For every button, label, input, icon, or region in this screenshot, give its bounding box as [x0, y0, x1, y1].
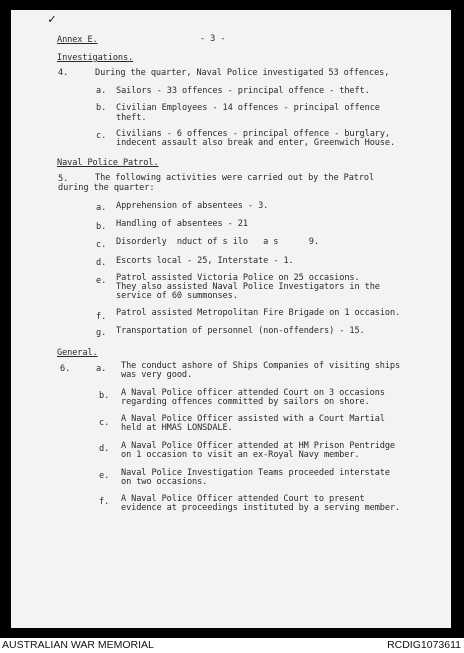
item-text: Apprehension of absentees - 3.: [116, 201, 269, 211]
item-letter: d.: [96, 258, 107, 268]
item-letter: e.: [99, 471, 110, 481]
item-text: service of 60 summonses.: [116, 291, 238, 301]
investigations-heading: Investigations.: [57, 53, 134, 63]
item-letter: c.: [96, 131, 107, 141]
item-text: Patrol assisted Metropolitan Fire Brigade on 1 occasion.: [116, 308, 401, 318]
item-text: Handling of absentees - 21: [116, 219, 248, 229]
item-letter: d.: [99, 444, 110, 454]
footer-source-label: AUSTRALIAN WAR MEMORIAL: [2, 639, 154, 651]
general-heading: General.: [57, 348, 98, 358]
item-letter: f.: [96, 312, 107, 322]
item-text: was very good.: [121, 370, 193, 380]
item-text: held at HMAS LONSDALE.: [121, 423, 233, 433]
item-text: The conduct ashore of Ships Companies of visiting ships: [121, 361, 401, 371]
item-text: Transportation of personnel (non-offenders) - 15.: [116, 326, 365, 336]
item-text: Naval Police Investigation Teams proceeded interstate: [121, 468, 390, 478]
item-text: A Naval Police officer attended Court on 3 occasions: [121, 388, 385, 398]
item-text: on 1 occasion to visit an ex-Royal Navy member.: [121, 450, 360, 460]
page-number: - 3 -: [200, 34, 226, 44]
item-text: A Naval Police Officer assisted with a Court Martial: [121, 414, 385, 424]
item-letter: e.: [96, 276, 107, 286]
item-letter: f.: [99, 497, 110, 507]
item-text: A Naval Police Officer attended Court to present: [121, 494, 365, 504]
item-text: They also assisted Naval Police Investigators in the: [116, 282, 380, 292]
item-text: theft.: [116, 113, 147, 123]
para-4-number: 4.: [58, 68, 69, 78]
item-letter: b.: [96, 103, 107, 113]
item-text: Sailors - 33 offences - principal offence - theft.: [116, 86, 370, 96]
item-letter: a.: [96, 86, 107, 96]
item-text: regarding offences committed by sailors on shore.: [121, 397, 370, 407]
item-letter: a.: [96, 203, 107, 213]
para-5-number: 5.: [58, 174, 69, 184]
archive-footer: [0, 638, 464, 653]
item-letter: b.: [96, 222, 107, 232]
item-letter: c.: [96, 240, 107, 250]
item-text: Civilian Employees - 14 offences - principal offence: [116, 103, 380, 113]
item-letter: b.: [99, 391, 110, 401]
para-5-intro: The following activities were carried out by the Patrol: [95, 173, 375, 183]
item-text: on two occasions.: [121, 477, 208, 487]
footer-record-id: RCDIG1073611: [387, 639, 461, 651]
handwritten-tick-mark: ✓: [48, 12, 56, 27]
para-4-intro: During the quarter, Naval Police investigated 53 offences,: [95, 68, 390, 78]
item-text: Patrol assisted Victoria Police on 25 occasions.: [116, 273, 360, 283]
item-letter: c.: [99, 418, 110, 428]
item-text: A Naval Police Officer attended at HM Prison Pentridge: [121, 441, 395, 451]
annex-label: Annex E.: [57, 35, 98, 45]
item-text: evidence at proceedings instituted by a serving member.: [121, 503, 401, 513]
item-letter: g.: [96, 328, 107, 338]
item-text: Escorts local - 25, Interstate - 1.: [116, 256, 294, 266]
para-5-intro: during the quarter:: [58, 183, 155, 193]
para-6-number: 6.: [60, 364, 71, 374]
item-letter: a.: [96, 364, 107, 374]
item-text: Disorderly nduct of s ilo a s 9.: [116, 237, 319, 247]
item-text: indecent assault also break and enter, Greenwich House.: [116, 138, 396, 148]
patrol-heading: Naval Police Patrol.: [57, 158, 159, 168]
item-text: Civilians - 6 offences - principal offence - burglary,: [116, 129, 390, 139]
